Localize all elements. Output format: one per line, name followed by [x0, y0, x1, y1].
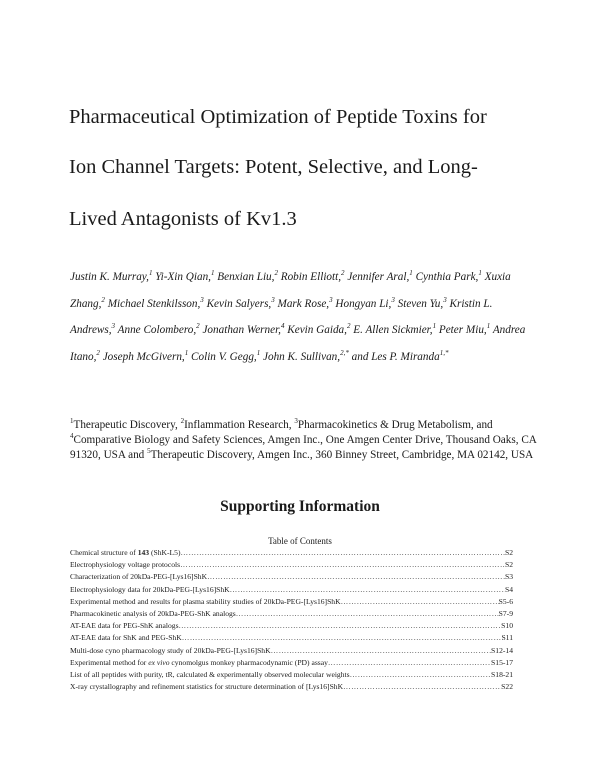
author-name: Xuxia Zhang,: [70, 271, 511, 310]
toc-entry-label: [70, 585, 230, 594]
affiliations: [70, 418, 540, 464]
toc-row: [70, 548, 513, 560]
toc-page-number: S18-21: [491, 669, 513, 679]
toc-heading: Table of Contents: [268, 536, 332, 546]
author-affiliation-mark: 2: [96, 348, 100, 357]
toc-entry-label: [70, 560, 180, 569]
author-affiliation-mark: 1: [486, 322, 491, 331]
author-name: Anne Colombero,: [117, 324, 197, 337]
toc-entry-text: Electrophysiology data for 20kDa-PEG-[Lys16]ShK: [70, 584, 230, 594]
toc-page-number: S4: [504, 584, 513, 594]
toc-row: [70, 572, 513, 584]
toc-entry-label: [70, 548, 181, 557]
toc-row: [70, 658, 513, 670]
toc-entry-label: [70, 682, 343, 691]
toc-entry-label: [70, 658, 328, 667]
author-affiliation-mark: 2: [341, 269, 345, 277]
title-line-2: Ion Channel Targets: Potent, Selective, and Long-: [69, 156, 478, 178]
toc-entry-label: [70, 646, 271, 655]
toc-entry-text: Experimental method and results for plasma stability studies of 20kDa-PEG-[Lys16]ShK: [70, 596, 341, 606]
affiliation-text: Therapeutic Discovery, Amgen Inc., 360 Binney Street, Cambridge, MA 02142, USA: [150, 449, 534, 462]
affiliation-text: Inflammation Research,: [184, 419, 295, 431]
author-name: and Les P. Miranda: [351, 350, 440, 363]
toc-leader-dots: [343, 682, 501, 691]
author-affiliation-mark: 1: [409, 269, 413, 277]
author-affiliation-mark: 3: [111, 322, 116, 331]
affiliation-mark: 4: [70, 432, 74, 441]
author-affiliation-mark: 3: [329, 295, 333, 304]
toc-entry-text: Pharmacokinetic analysis of 20kDa-PEG-ShK analogs: [70, 608, 236, 618]
toc-entry-text: List of all peptides with purity,: [70, 669, 166, 679]
author-affiliation-mark: 1: [256, 348, 261, 357]
author-affiliation-mark: 1: [478, 269, 482, 277]
toc-page-number: S15-17: [491, 657, 513, 667]
supporting-information-heading: Supporting Information: [220, 498, 380, 515]
table-of-contents: [70, 548, 513, 694]
toc-page-number: S12-14: [491, 645, 513, 655]
author-name: Mark Rose,: [277, 297, 330, 310]
author-affiliation-mark: 1: [210, 269, 215, 277]
affiliation-text: Pharmacokinetics & Drug Metabolism, and: [297, 419, 493, 431]
author-name: Kevin Gaida,: [287, 324, 347, 337]
author-name: Kevin Salyers,: [206, 297, 272, 310]
author-affiliation-mark: 4: [280, 322, 285, 331]
author-name: Joseph McGivern,: [102, 350, 185, 363]
author-affiliation-mark: 2: [346, 322, 351, 331]
toc-page-number: S5-6: [498, 596, 513, 606]
author-name: Yi-Xin Qian,: [155, 271, 211, 283]
author-name: Justin K. Murray,: [70, 271, 149, 283]
title-line-1: Pharmaceutical Optimization of Peptide Toxins for: [69, 106, 487, 128]
toc-entry-label: [70, 597, 341, 606]
toc-leader-dots: [180, 560, 505, 569]
author-name: E. Allen Sickmier,: [353, 324, 433, 337]
toc-entry-label: [70, 670, 350, 679]
toc-leader-dots: [350, 670, 491, 679]
author-name: Cynthia Park,: [415, 271, 479, 283]
toc-row: [70, 621, 513, 633]
toc-row: [70, 670, 513, 682]
author-affiliation-mark: 2: [274, 269, 278, 277]
author-name: Robin Elliott,: [280, 271, 342, 283]
author-name: Colin V. Gegg,: [191, 350, 257, 363]
affiliation-mark: 5: [147, 447, 151, 456]
toc-entry-text: AT-EAE data for ShK and PEG-ShK: [70, 633, 182, 643]
author-affiliation-mark: 1,*: [439, 348, 449, 357]
toc-row: [70, 597, 513, 609]
author-affiliation-mark: 3: [391, 295, 395, 304]
toc-entry-text: Electrophysiology voltage protocols: [70, 560, 181, 570]
affiliation-mark: 1: [70, 417, 74, 425]
affiliation-mark: 2: [180, 417, 185, 425]
toc-row: [70, 682, 513, 694]
toc-entry-text: Multi-dose cyno pharmacology study of 20kDa-PEG-[Lys16]ShK: [70, 645, 271, 655]
toc-entry-label: [70, 609, 236, 618]
author-affiliation-mark: 3: [271, 295, 275, 304]
toc-page-number: S2: [504, 560, 513, 570]
author-affiliation-mark: 2: [196, 322, 200, 331]
affiliation-text: Comparative Biology and Safety Sciences, Amgen Inc., One Amgen Center Drive, Thousand Oaks, CA 91320, USA and: [70, 434, 537, 462]
author-affiliation-mark: 1: [148, 269, 153, 277]
toc-row: [70, 585, 513, 597]
toc-leader-dots: [328, 658, 491, 667]
toc-entry-text: Chemical structure of: [70, 548, 138, 557]
toc-entry-text: (ShK-L5): [149, 548, 181, 557]
affiliation-text: Therapeutic Discovery,: [73, 419, 181, 431]
toc-entry-label: [70, 621, 179, 630]
author-name: Kristin L. Andrews,: [70, 297, 493, 337]
retention-time-symbol: tR: [165, 669, 173, 679]
toc-row: [70, 633, 513, 645]
toc-page-number: S11: [501, 633, 513, 643]
toc-row: [70, 609, 513, 621]
author-name: Hongyan Li,: [335, 297, 392, 310]
toc-leader-dots: [182, 633, 502, 642]
toc-leader-dots: [271, 646, 491, 655]
author-name: John K. Sullivan,: [263, 350, 341, 363]
affiliation-mark: 3: [294, 417, 298, 425]
toc-page-number: S3: [504, 572, 513, 582]
author-affiliation-mark: 2: [101, 295, 105, 304]
toc-row: [70, 560, 513, 572]
author-affiliation-mark: 3: [200, 295, 204, 304]
toc-leader-dots: [341, 597, 499, 606]
author-name: Jonathan Werner,: [202, 324, 281, 337]
author-name: Peter Miu,: [438, 324, 487, 337]
author-affiliation-mark: 2,*: [340, 348, 349, 357]
author-name: Benxian Liu,: [217, 271, 275, 283]
toc-leader-dots: [207, 572, 505, 581]
author-name: Michael Stenkilsson,: [107, 297, 201, 310]
compound-number: 143: [137, 548, 150, 557]
toc-entry-text: Characterization of 20kDa-PEG-[Lys16]ShK: [70, 572, 208, 582]
toc-leader-dots: [181, 548, 505, 557]
title-line-3: Lived Antagonists of Kv1.3: [69, 208, 297, 230]
author-affiliation-mark: 3: [443, 295, 447, 304]
toc-leader-dots: [230, 585, 505, 594]
toc-leader-dots: [179, 621, 502, 630]
author-name: Jennifer Aral,: [347, 271, 410, 283]
author-list: [70, 264, 540, 370]
toc-entry-text: cynomolgus monkey pharmacodynamic (PD) assay: [169, 657, 328, 667]
toc-entry-text: , calculated & experimentally observed molecular weights: [172, 669, 350, 679]
toc-entry-text: Experimental method for: [70, 657, 149, 667]
author-affiliation-mark: 1: [432, 322, 437, 331]
toc-entry-label: [70, 633, 182, 642]
toc-entry-text: X-ray crystallography and refinement statistics for structure determination of [Lys16]ShK: [70, 682, 344, 692]
toc-page-number: S2: [504, 548, 513, 557]
toc-leader-dots: [236, 609, 499, 618]
toc-entry-label: [70, 572, 207, 581]
toc-page-number: S7-9: [498, 608, 513, 618]
toc-page-number: S22: [501, 682, 513, 692]
toc-entry-text: AT-EAE data for PEG-ShK analogs: [70, 621, 179, 631]
author-affiliation-mark: 1: [184, 348, 189, 357]
toc-page-number: S10: [501, 621, 513, 631]
italic-term: ex vivo: [148, 657, 170, 667]
author-name: Andrea Itano,: [70, 324, 526, 363]
toc-row: [70, 646, 513, 658]
author-name: Steven Yu,: [397, 297, 444, 310]
